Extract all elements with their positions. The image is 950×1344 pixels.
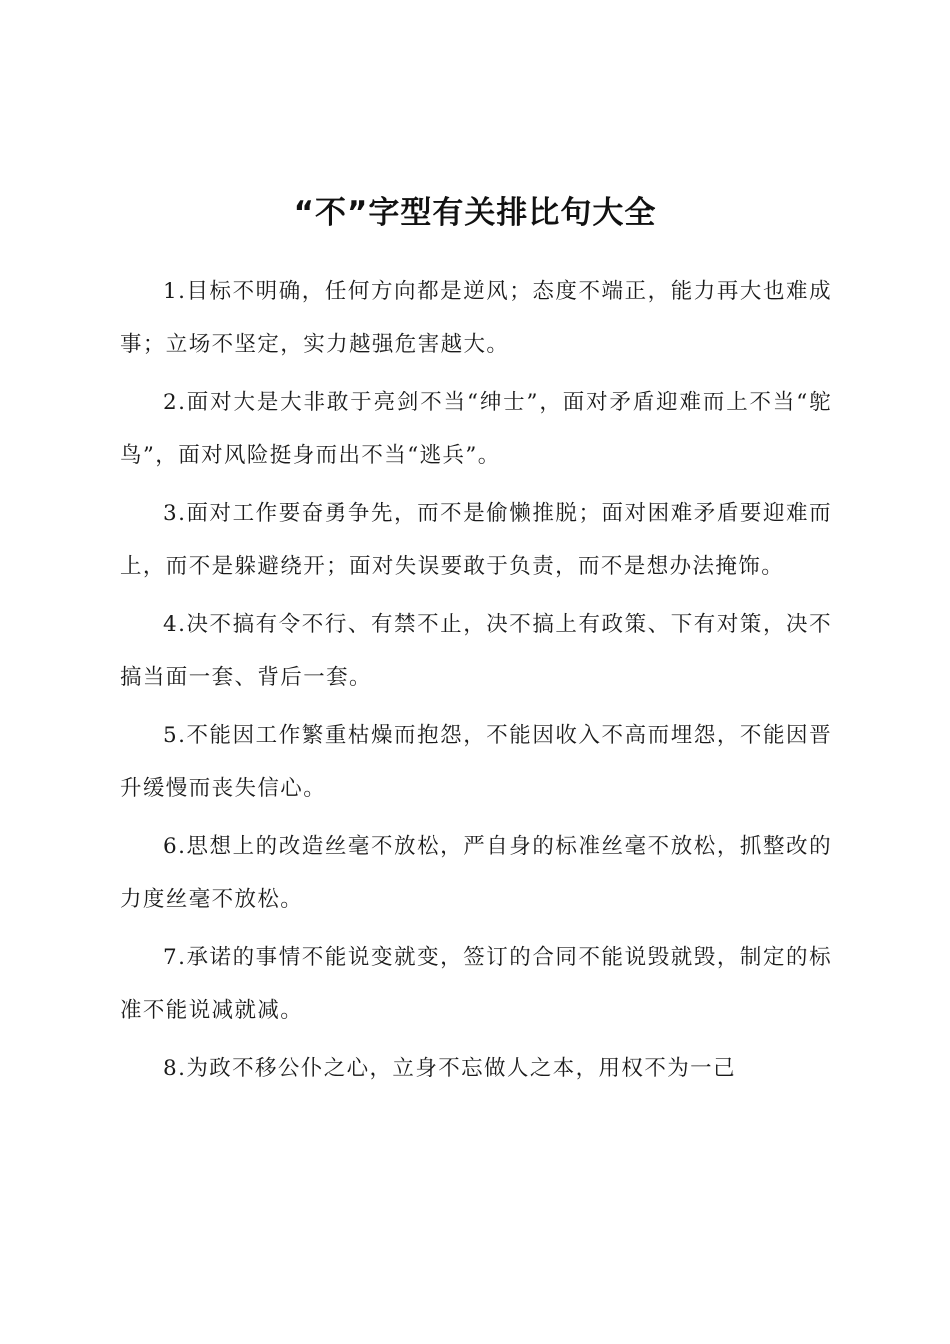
paragraph-4: 4.决不搞有令不行、有禁不止，决不搞上有政策、下有对策，决不搞当面一套、背后一套。 xyxy=(120,612,832,690)
document-title: “不”字型有关排比句大全 xyxy=(293,195,657,231)
paragraph-8: 8.为政不移公仆之心，立身不忘做人之本，用权不为一己 xyxy=(163,1056,736,1081)
document-body xyxy=(120,265,832,1100)
paragraph-7: 7.承诺的事情不能说变就变，签订的合同不能说毁就毁，制定的标准不能说减就减。 xyxy=(120,945,832,1023)
paragraph-1: 1.目标不明确，任何方向都是逆风；态度不端正，能力再大也难成事；立场不坚定，实力越强危害越大。 xyxy=(120,279,832,357)
paragraph-6: 6.思想上的改造丝毫不放松，严自身的标准丝毫不放松，抓整改的力度丝毫不放松。 xyxy=(120,834,832,912)
paragraph-2: 2.面对大是大非敢于亮剑不当“绅士”，面对矛盾迎难而上不当“鸵鸟”，面对风险挺身而出不当“逃兵”。 xyxy=(120,390,832,468)
paragraph-3: 3.面对工作要奋勇争先，而不是偷懒推脱；面对困难矛盾要迎难而上，而不是躲避绕开；面对失误要敢于负责，而不是想办法掩饰。 xyxy=(120,501,832,579)
paragraph-5: 5.不能因工作繁重枯燥而抱怨，不能因收入不高而埋怨，不能因晋升缓慢而丧失信心。 xyxy=(120,723,832,801)
